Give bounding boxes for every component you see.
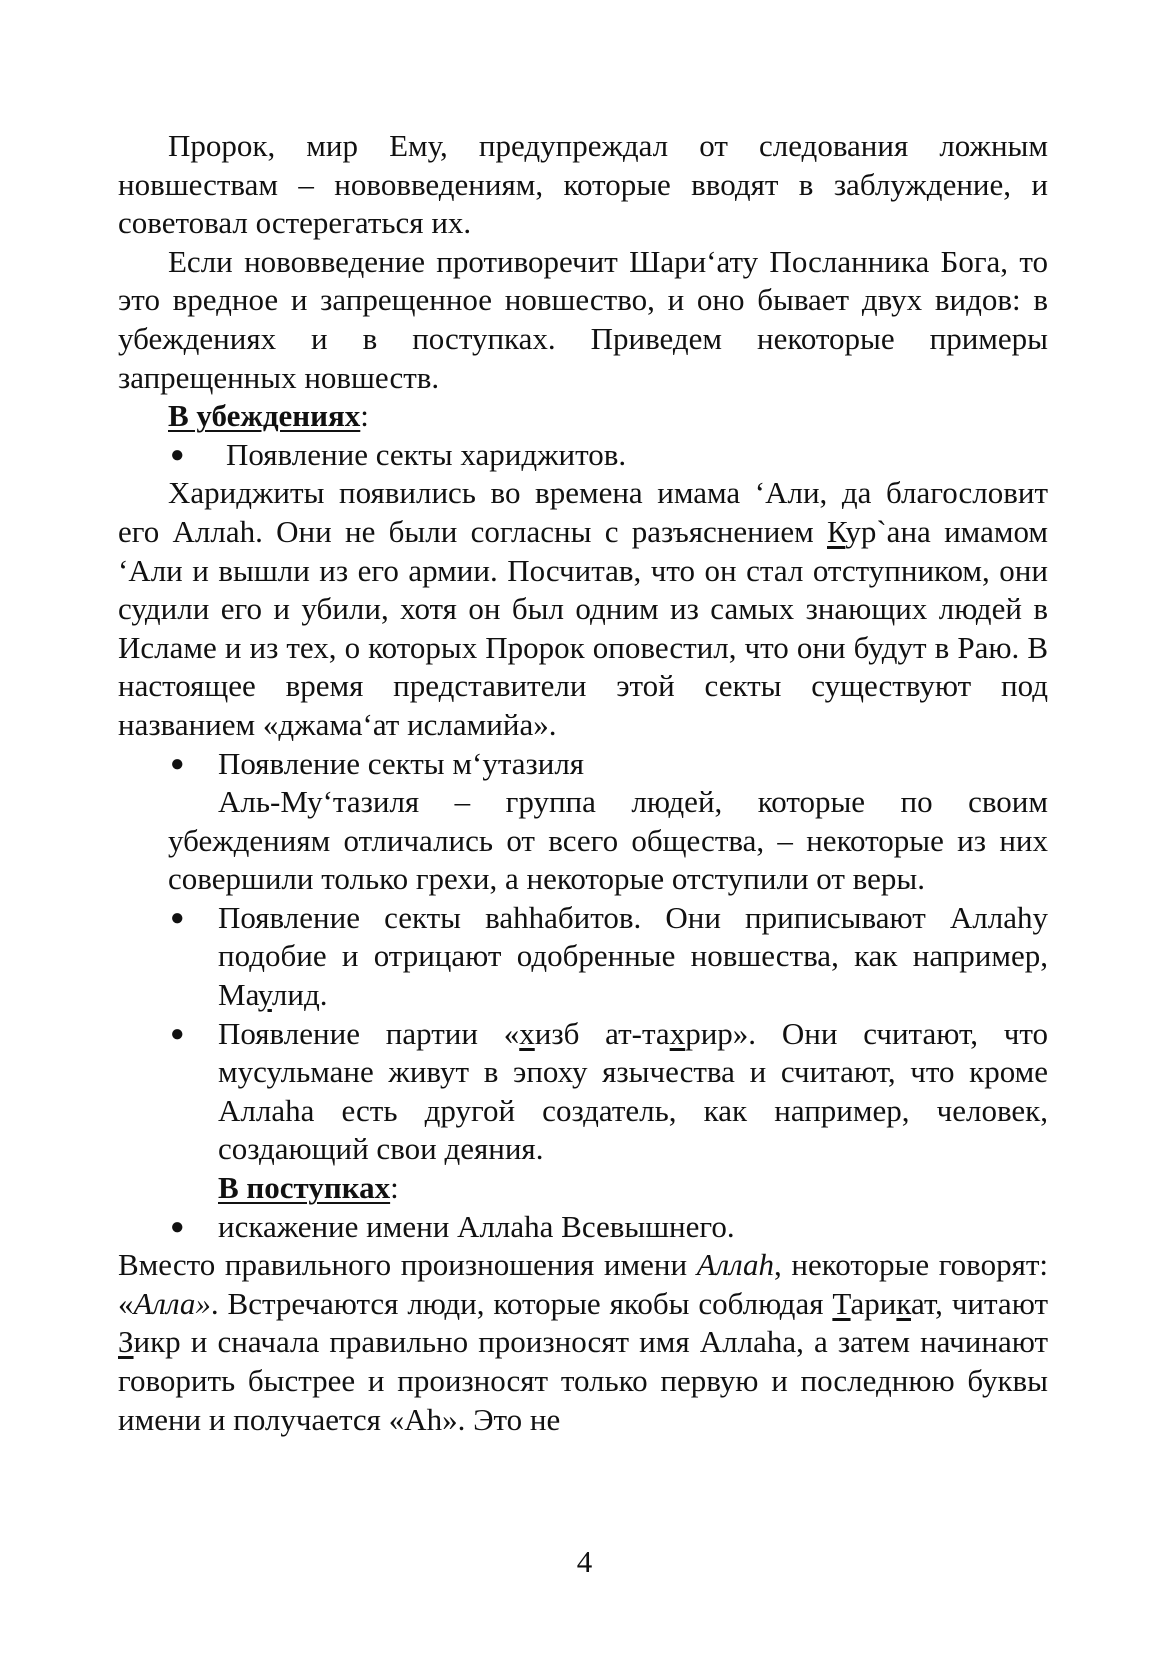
bullet-text-wahhabis	[218, 899, 1048, 1015]
page-body	[118, 127, 1048, 1439]
kharijites-underlined-letter: К	[827, 513, 846, 549]
bullet-icon: ●	[170, 1213, 185, 1240]
page-number: 4	[576, 1544, 593, 1579]
deeds-underlined-k: к	[896, 1285, 911, 1321]
deeds-underlined-t: Т	[832, 1285, 851, 1321]
deeds-italic-allah: Аллаһ	[696, 1247, 775, 1283]
bullet-text-mutazila: Появление секты м‘утазиля	[218, 745, 585, 781]
deeds-italic-alla: Алла»	[133, 1285, 211, 1321]
section-heading-deeds-title: В поступках	[218, 1170, 391, 1206]
bullet-text-name-distortion: искажение имени Аллаһа Всевышнего.	[218, 1208, 735, 1244]
hizb-text-c: рир». Они считают, что мусульмане живут в эпоху язычества и считают, что кроме Аллаһа есть другой создатель, как например, человек, создающий свои деяния.	[218, 1015, 1048, 1167]
kharijites-text-a: Хариджиты появились во времена имама ‘Али, да благословит его Аллаһ. Они не были согласны с разъяснением	[118, 475, 1048, 549]
deeds-text-e: ат, читают	[911, 1285, 1048, 1321]
deeds-text-a: Вместо правильного произношения имени	[118, 1247, 697, 1283]
section-heading-deeds-colon: :	[390, 1170, 399, 1206]
deeds-text-d: ари	[850, 1285, 897, 1321]
bullet-item-hizb-tahrir	[118, 1015, 1048, 1169]
wahhabis-underlined-letter: у	[257, 977, 272, 1013]
hizb-text-b: изб ат-та	[534, 1015, 670, 1051]
wahhabis-text-a: Появление секты ваһһабитов. Они приписывают Аллаһу подобие и отрицают одобренные новшества, как например, Ма	[218, 899, 1048, 1013]
bullet-text-hizb-tahrir	[218, 1015, 1048, 1169]
kharijites-text-b: ур`ана имамом ‘Али и вышли из его армии. Посчитав, что он стал отступником, они судили его и убили, хотя он был одним из самых знающих людей в Исламе и из тех, о которых Пророк оповестил, что они будут в Раю. В настоящее время представители этой секты существуют под названием «джама‘ат исламийа».	[118, 513, 1048, 742]
hizb-text-a: Появление партии «	[218, 1015, 520, 1051]
bullet-item-name-distortion	[118, 1208, 1048, 1247]
bullet-text-kharijites: Появление секты хариджитов.	[226, 436, 627, 472]
paragraph-innovation-types: Если нововведение противоречит Шари‘ату Посланника Бога, то это вредное и запрещенное новшество, и оно бывает двух видов: в убеждениях и в поступках. Приведем некоторые примеры запрещенных новшеств.	[118, 243, 1048, 395]
section-heading-deeds	[118, 1169, 1048, 1208]
deeds-text-c: . Встречаются люди, которые якобы соблюдая	[210, 1285, 833, 1321]
bullet-icon: ●	[170, 1020, 185, 1047]
paragraph-name-pronunciation	[118, 1246, 1048, 1439]
bullet-item-mutazila	[118, 745, 1048, 784]
bullet-item-wahhabis	[118, 899, 1048, 1015]
paragraph-kharijites	[118, 474, 1048, 744]
paragraph-mutazila: Аль-Му‘тазиля – группа людей, которые по своим убеждениям отличались от всего общества, – некоторые из них совершили только грехи, а некоторые отступили от веры.	[168, 784, 1048, 897]
hizb-underlined-letter-1: х	[519, 1015, 535, 1051]
section-heading-beliefs	[118, 397, 1048, 436]
bullet-item-kharijites	[118, 436, 1048, 475]
deeds-text-b: , некоторые говорят: «	[118, 1247, 1048, 1321]
section-heading-beliefs-colon: :	[360, 398, 369, 434]
bullet-icon: ●	[170, 441, 185, 468]
deeds-underlined-z: З	[118, 1324, 134, 1360]
wahhabis-text-b: лид.	[271, 977, 328, 1013]
bullet-icon: ●	[170, 750, 185, 777]
hizb-underlined-letter-2: х	[669, 1015, 686, 1051]
bullet-icon: ●	[170, 904, 185, 931]
deeds-text-f: икр и сначала правильно произносят имя Аллаһа, а затем начинают говорить быстрее и произносят только первую и последнюю буквы имени и получается «Аһ». Это не	[118, 1324, 1048, 1437]
section-heading-beliefs-title: В убеждениях	[168, 398, 361, 434]
paragraph-prophet-warning: Пророк, мир Ему, предупреждал от следования ложным новшествам – нововведениям, которые вводят в заблуждение, и советовал остерегаться их.	[118, 128, 1048, 241]
